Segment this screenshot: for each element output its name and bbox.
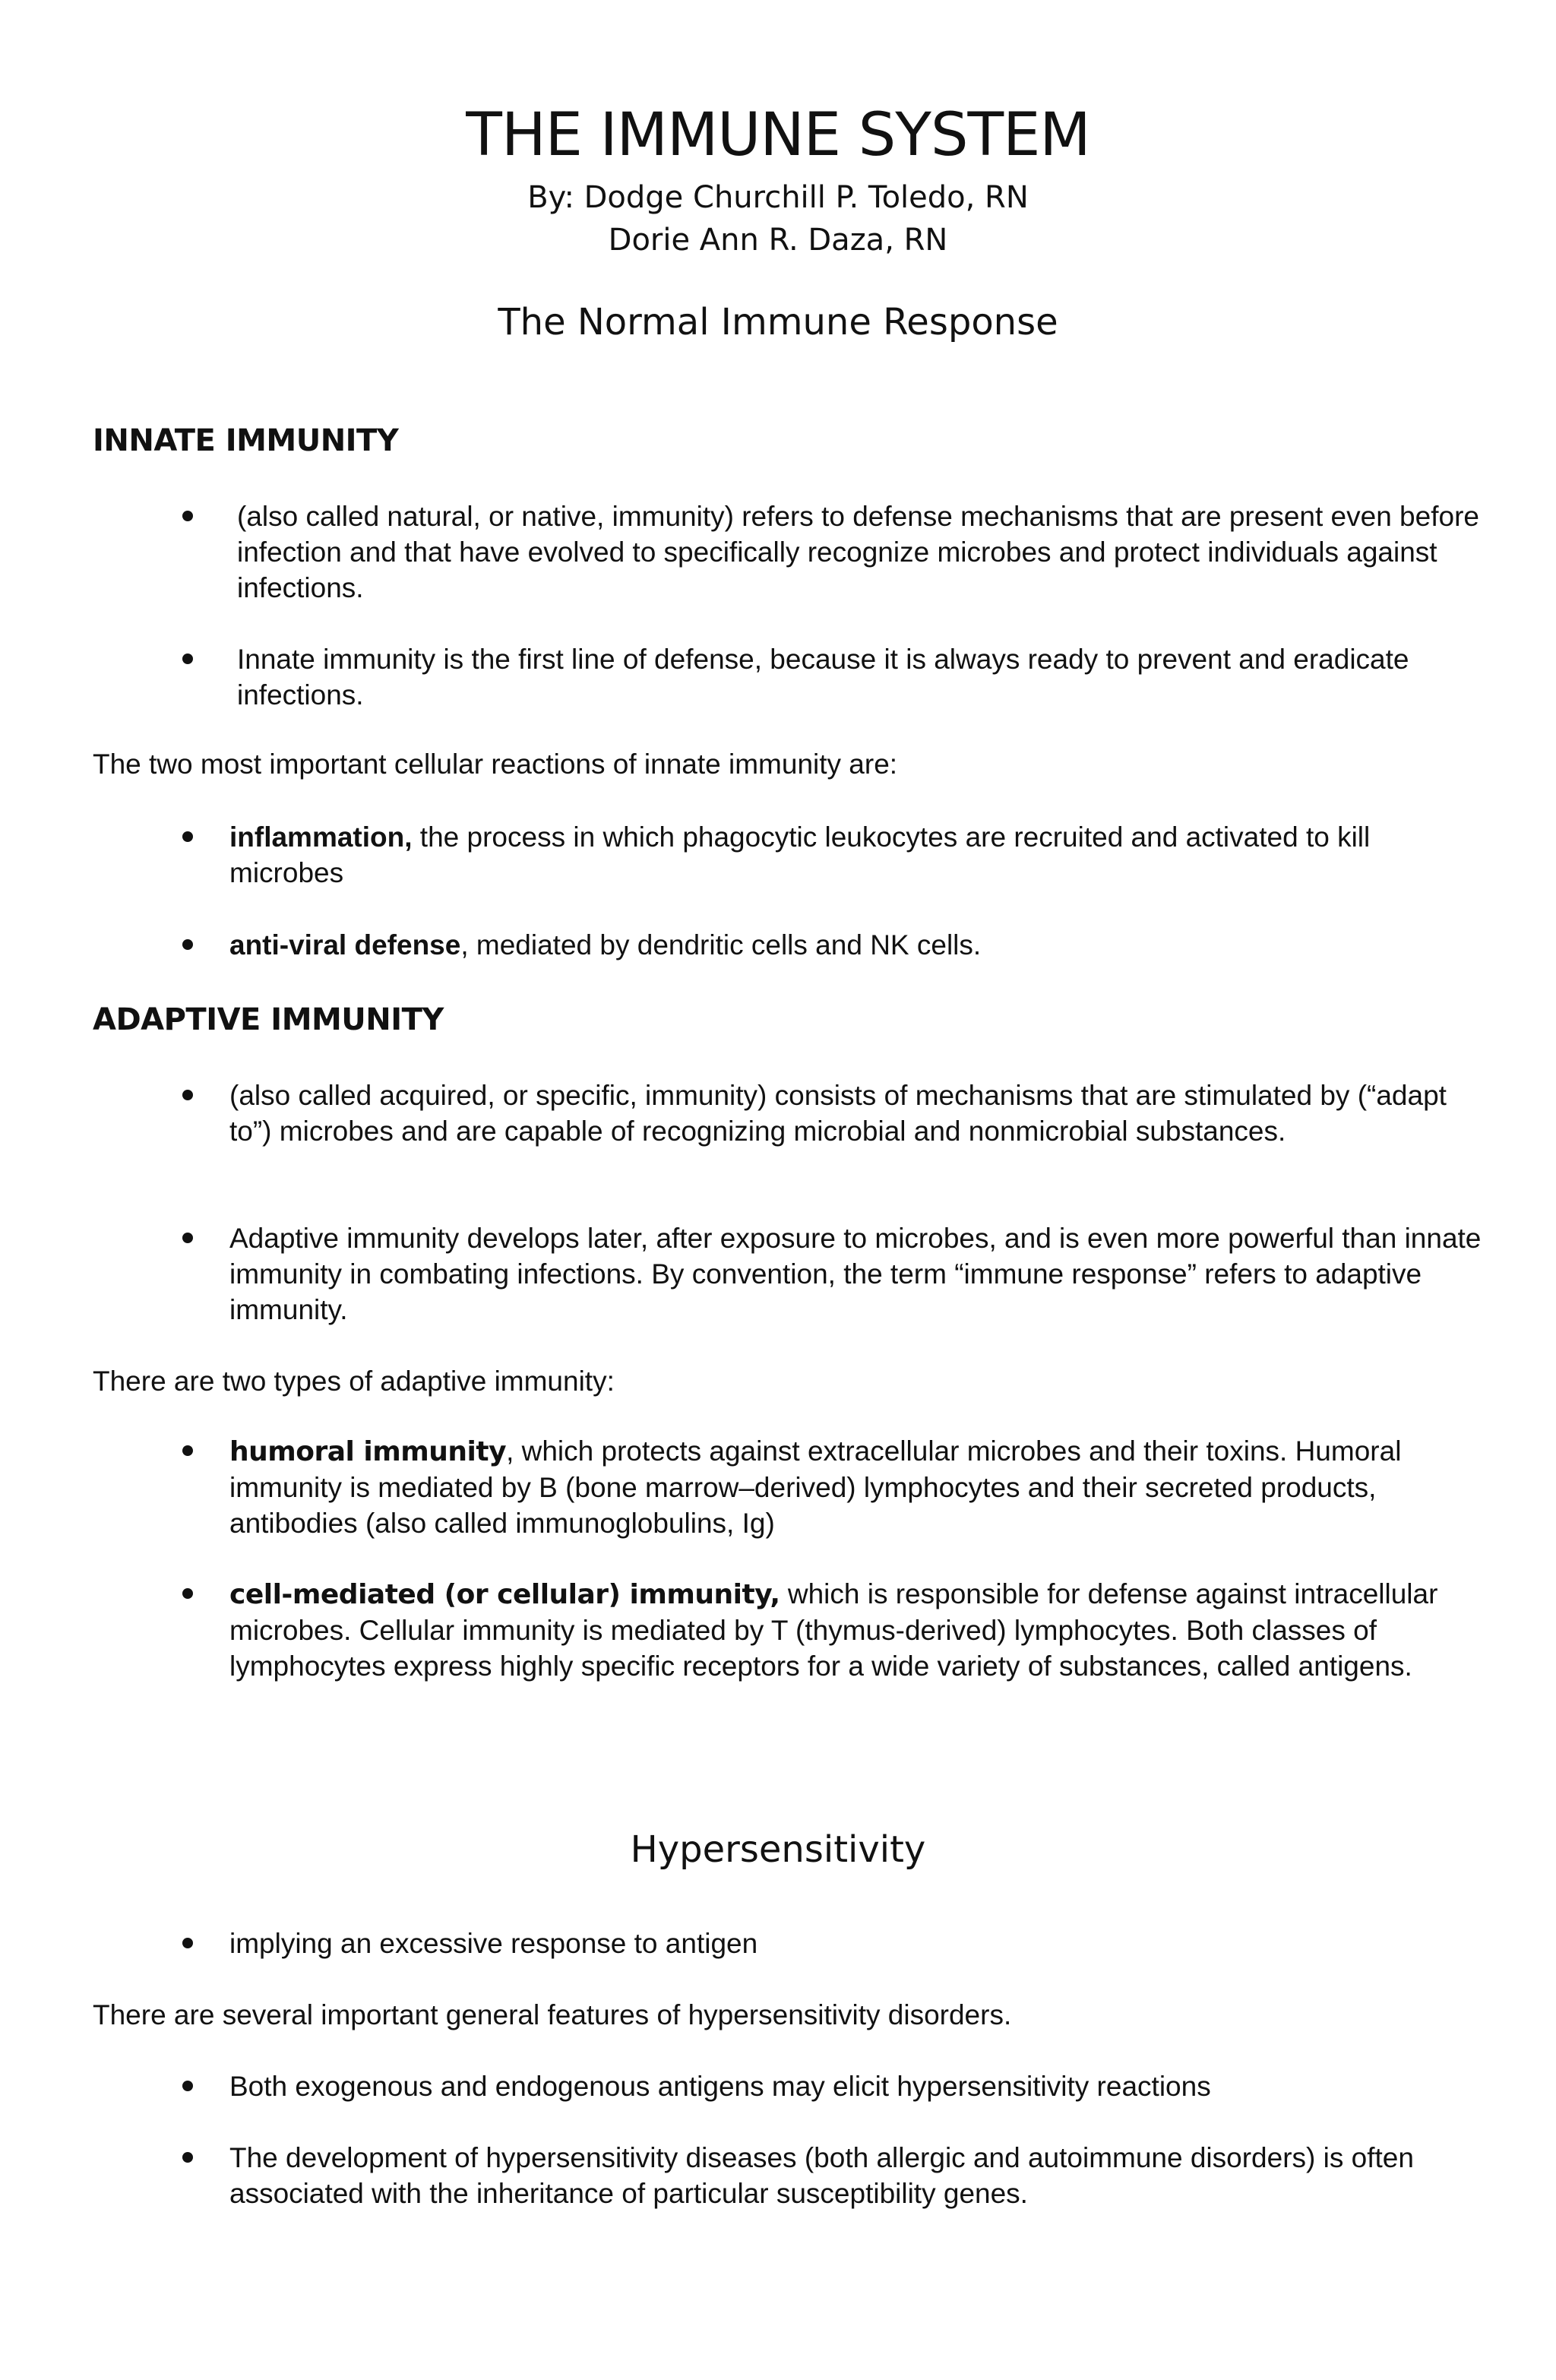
section-title-normal-immune-response: The Normal Immune Response: [498, 301, 1058, 343]
term-description: the process in which phagocytic leukocytes are recruited and activated to kill microbes: [229, 821, 1371, 888]
bullet-icon: [182, 1588, 193, 1599]
bullet-icon: [182, 2081, 193, 2091]
list-item-text: (also called natural, or native, immunity) refers to defense mechanisms that are present even before infection and that have evolved to specifically recognize microbes and protect individuals against infections.: [237, 501, 1479, 603]
list-item-text: [229, 1433, 1491, 1541]
bullet-icon: [182, 654, 193, 664]
bullet-icon: [182, 1938, 193, 1948]
list-item-text: The development of hypersensitivity diseases (both allergic and autoimmune disorders) is often associated with the inheritance of particular susceptibility genes.: [229, 2142, 1414, 2209]
author-line-2: Dorie Ann R. Daza, RN: [608, 223, 948, 258]
term-description: , mediated by dendritic cells and NK cells.: [460, 929, 982, 961]
bullet-icon: [182, 1233, 193, 1243]
term-humoral-immunity: humoral immunity: [229, 1436, 507, 1467]
list-item-text: [229, 1576, 1491, 1684]
bullet-icon: [182, 831, 193, 842]
bullet-icon: [182, 939, 193, 950]
list-item-text: Adaptive immunity develops later, after exposure to microbes, and is even more powerful than innate immunity in combating infections. By convention, the term “immune response” refers to adaptive immunity.: [229, 1223, 1482, 1325]
heading-innate-immunity: INNATE IMMUNITY: [93, 423, 399, 458]
bullet-icon: [182, 511, 193, 521]
term-anti-viral-defense: anti-viral defense: [229, 929, 461, 961]
heading-adaptive-immunity: ADAPTIVE IMMUNITY: [93, 1002, 444, 1037]
bullet-icon: [182, 2152, 193, 2163]
list-item-text: implying an excessive response to antigen: [229, 1928, 758, 1959]
term-inflammation: inflammation,: [229, 821, 413, 853]
list-item-text: [229, 819, 1491, 891]
paragraph-adaptive-types-intro: There are two types of adaptive immunity:: [93, 1366, 615, 1397]
term-description: which is responsible for defense against intracellular microbes. Cellular immunity is mediated by T (thymus-derived) lymphocytes. Both classes of lymphocytes express highly specific receptors for a wide variety of substances, called antigens.: [229, 1578, 1438, 1682]
bullet-icon: [182, 1445, 193, 1456]
list-item-text: Innate immunity is the first line of defense, because it is always ready to prevent and eradicate infections.: [237, 644, 1409, 711]
bullet-icon: [182, 1090, 193, 1100]
author-line-1: By: Dodge Churchill P. Toledo, RN: [527, 180, 1029, 215]
term-cell-mediated-immunity: cell-mediated (or cellular) immunity,: [229, 1579, 780, 1610]
term-description: , which protects against extracellular microbes and their toxins. Humoral immunity is mediated by B (bone marrow–derived) lymphocytes and their secreted products, antibodies (also called immunoglobulins, Ig): [229, 1435, 1402, 1539]
list-item-text: (also called acquired, or specific, immunity) consists of mechanisms that are stimulated by (“adapt to”) microbes and are capable of recognizing microbial and nonmicrobial substances.: [229, 1080, 1447, 1147]
list-item-text: Both exogenous and endogenous antigens may elicit hypersensitivity reactions: [229, 2071, 1211, 2102]
section-title-hypersensitivity: Hypersensitivity: [630, 1828, 926, 1871]
paragraph-hypersensitivity-intro: There are several important general features of hypersensitivity disorders.: [93, 1999, 1012, 2030]
paragraph-innate-reactions-intro: The two most important cellular reactions of innate immunity are:: [93, 748, 898, 780]
document-title: THE IMMUNE SYSTEM: [466, 101, 1090, 169]
list-item-text: [229, 927, 1491, 963]
